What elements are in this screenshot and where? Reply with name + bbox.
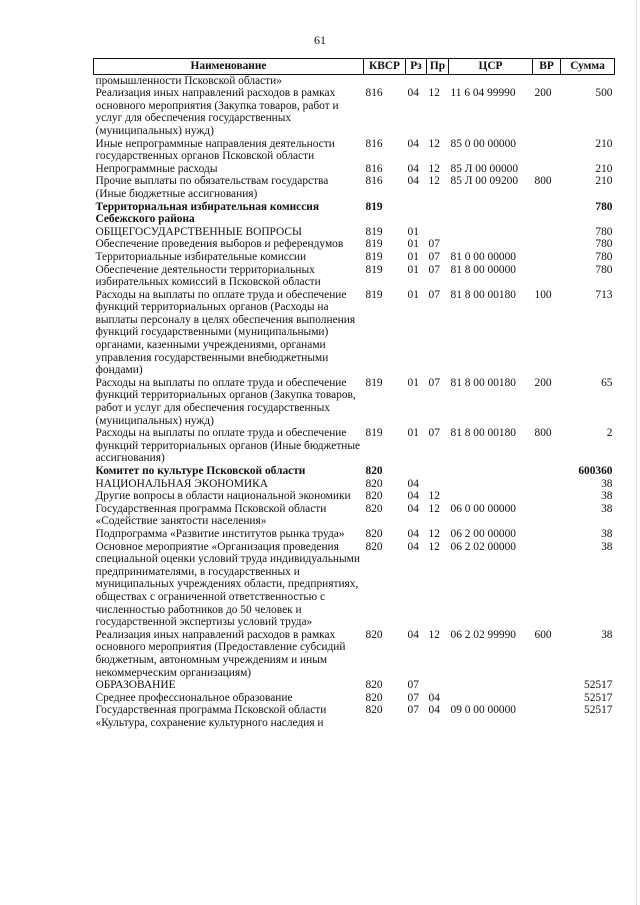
- row-name: Комитет по культуре Псковской области: [95, 465, 306, 477]
- row-rz: 04: [407, 162, 419, 175]
- row-vr: [533, 541, 561, 629]
- row-name: ОБЩЕГОСУДАРСТВЕННЫЕ ВОПРОСЫ: [95, 225, 302, 238]
- row-name: Территориальные избирательные комиссии: [95, 250, 307, 263]
- row-rz: 04: [407, 490, 419, 503]
- table-row: [94, 528, 615, 541]
- row-sum: 38: [601, 490, 613, 503]
- row-csr: 85 Л 00 00000: [450, 162, 519, 175]
- row-pr: 12: [428, 628, 440, 641]
- row-rz: 01: [407, 376, 419, 389]
- row-name: Обеспечение проведения выборов и референдумов: [95, 238, 344, 251]
- header-kvsr: КВСР: [364, 59, 406, 75]
- table-row: [94, 289, 615, 377]
- row-rz: [406, 465, 427, 478]
- row-rz: 01: [407, 225, 419, 238]
- row-pr: 04: [428, 691, 440, 704]
- row-sum: 210: [595, 137, 613, 150]
- row-pr: 12: [428, 87, 440, 100]
- row-csr: [449, 478, 533, 491]
- row-pr: 07: [428, 263, 440, 276]
- row-rz: 01: [407, 238, 419, 251]
- row-kvsr: 820: [365, 691, 383, 704]
- row-vr: [533, 201, 561, 226]
- row-rz: 01: [407, 427, 419, 440]
- row-rz: 04: [407, 477, 419, 490]
- row-vr: [533, 264, 561, 289]
- row-csr: 06 2 00 00000: [450, 527, 516, 540]
- row-pr: 07: [428, 288, 440, 301]
- row-csr: [449, 226, 533, 239]
- row-csr: 81 8 00 00180: [450, 376, 516, 389]
- row-pr: [427, 465, 449, 478]
- table-row: [94, 264, 615, 289]
- row-vr: [533, 238, 561, 251]
- table-row: [94, 87, 615, 137]
- row-pr: [427, 74, 449, 87]
- row-vr: 100: [534, 288, 552, 301]
- row-csr: 06 2 02 99990: [450, 628, 516, 641]
- row-sum: 210: [595, 175, 613, 188]
- row-sum: 38: [601, 527, 613, 540]
- row-name: Другие вопросы в области национальной экономики: [95, 490, 351, 503]
- row-rz: 04: [407, 137, 419, 150]
- row-rz: [406, 74, 427, 87]
- row-sum: 210: [595, 162, 613, 175]
- table-row: [94, 238, 615, 251]
- row-rz: 07: [407, 704, 419, 717]
- row-name: промышленности Псковской области»: [95, 74, 282, 87]
- header-vr: ВР: [533, 59, 561, 75]
- table-row: [94, 163, 615, 176]
- row-kvsr: 816: [365, 175, 383, 188]
- row-kvsr: 820: [365, 465, 383, 477]
- table-row: [94, 541, 615, 629]
- row-vr: 800: [534, 175, 552, 188]
- table-row: [94, 629, 615, 679]
- row-pr: 07: [428, 376, 440, 389]
- row-kvsr: 819: [365, 376, 383, 389]
- table-row: [94, 138, 615, 163]
- row-vr: 800: [534, 427, 552, 440]
- row-name: Расходы на выплаты по оплате труда и обеспечение функций территориальных органов (Иные бюджетные ассигнования): [95, 427, 361, 465]
- row-name: Реализация иных направлений расходов в рамках основного мероприятия (Предоставление субсидий бюджетным, автономным учреждениям и иным некоммерческим организациям): [95, 628, 346, 679]
- row-kvsr: 819: [365, 263, 383, 276]
- row-kvsr: 820: [365, 490, 383, 503]
- row-pr: 12: [428, 175, 440, 188]
- row-vr: [533, 465, 561, 478]
- table-row: [94, 377, 615, 427]
- header-rz: Рз: [406, 59, 427, 75]
- table-row: [94, 490, 615, 503]
- row-rz: 04: [407, 175, 419, 188]
- row-name: Территориальная избирательная комиссия Себежского района: [95, 200, 319, 226]
- row-csr: 81 8 00 00180: [450, 427, 516, 440]
- row-vr: [533, 478, 561, 491]
- row-name: Иные непрограммные направления деятельности государственных органов Псковской области: [95, 137, 335, 163]
- table-row: [94, 201, 615, 226]
- table-body: [94, 74, 615, 729]
- page-number: 61: [314, 33, 326, 47]
- row-rz: 07: [407, 679, 419, 692]
- row-csr: 81 8 00 00000: [450, 263, 516, 276]
- row-pr: 12: [428, 490, 440, 503]
- row-name: Реализация иных направлений расходов в рамках основного мероприятия (Закупка товаров, работ и услуг для обеспечения государственных (муниципальных) нужд): [95, 87, 339, 137]
- row-kvsr: 820: [365, 477, 383, 490]
- row-csr: 06 0 00 00000: [450, 502, 516, 515]
- row-pr: 07: [428, 238, 440, 251]
- row-csr: 11 6 04 99990: [450, 87, 516, 100]
- row-vr: [533, 704, 561, 729]
- row-sum: 500: [595, 87, 613, 100]
- row-csr: [449, 238, 533, 251]
- row-name: Расходы на выплаты по оплате труда и обеспечение функций территориальных органов (Расходы на выплаты персоналу в целях обеспечения выполнения функций государственными (муниципальными) органами, казенными учреждениями, органами управления государственными внебюджетными фондами): [95, 288, 356, 377]
- row-rz: 07: [407, 691, 419, 704]
- row-kvsr: 819: [365, 225, 383, 238]
- budget-table: [93, 58, 615, 729]
- row-csr: 06 2 02 00000: [450, 540, 516, 553]
- row-csr: [449, 692, 533, 705]
- row-rz: 04: [407, 502, 419, 515]
- header-name: Наименование: [94, 59, 364, 75]
- row-name: Обеспечение деятельности территориальных избирательных комиссий в Псковской области: [95, 263, 321, 289]
- row-kvsr: 816: [365, 162, 383, 175]
- row-sum: 780: [595, 200, 613, 213]
- row-csr: 85 0 00 00000: [450, 137, 516, 150]
- row-name: Государственная программа Псковской области «Содействие занятости населения»: [95, 502, 327, 528]
- row-sum: 780: [595, 238, 613, 251]
- row-rz: 01: [407, 288, 419, 301]
- row-pr: [427, 679, 449, 692]
- row-vr: [533, 251, 561, 264]
- row-name: Среднее профессиональное образование: [95, 691, 293, 704]
- row-pr: [427, 478, 449, 491]
- row-vr: [533, 138, 561, 163]
- row-rz: 01: [407, 263, 419, 276]
- row-csr: [449, 679, 533, 692]
- row-kvsr: 816: [365, 87, 383, 100]
- row-vr: 600: [534, 628, 552, 641]
- row-vr: 200: [534, 376, 552, 389]
- row-vr: [533, 692, 561, 705]
- row-kvsr: 820: [365, 628, 383, 641]
- table-row: [94, 679, 615, 692]
- row-kvsr: 819: [365, 200, 383, 213]
- row-pr: 12: [428, 162, 440, 175]
- row-vr: [533, 163, 561, 176]
- row-kvsr: 816: [365, 137, 383, 150]
- row-rz: 04: [407, 527, 419, 540]
- row-pr: 12: [428, 502, 440, 515]
- table-header-row: [94, 59, 615, 75]
- table-row: [94, 478, 615, 491]
- row-sum: 38: [601, 628, 613, 641]
- row-name: Государственная программа Псковской области «Культура, сохранение культурного наследия и: [95, 704, 327, 729]
- row-name: НАЦИОНАЛЬНАЯ ЭКОНОМИКА: [95, 477, 268, 490]
- row-name: ОБРАЗОВАНИЕ: [95, 679, 176, 692]
- header-sum: Сумма: [561, 59, 615, 75]
- header-pr: Пр: [427, 59, 449, 75]
- row-rz: 04: [407, 628, 419, 641]
- row-csr: [449, 201, 533, 226]
- row-vr: [533, 528, 561, 541]
- row-csr: [449, 74, 533, 87]
- scan-margin-line: [636, 0, 638, 905]
- table-row: [94, 175, 615, 200]
- row-csr: 09 0 00 00000: [450, 704, 516, 717]
- row-csr: 81 0 00 00000: [450, 250, 516, 263]
- row-name: Прочие выплаты по обязательствам государства (Иные бюджетные ассигнования): [95, 175, 329, 200]
- row-rz: [406, 201, 427, 226]
- row-csr: [449, 490, 533, 503]
- row-kvsr: 819: [365, 288, 383, 301]
- row-csr: 85 Л 00 09200: [450, 175, 519, 188]
- row-pr: 07: [428, 250, 440, 263]
- row-kvsr: 820: [365, 527, 383, 540]
- row-sum: 52517: [584, 691, 613, 704]
- row-sum: 52517: [584, 679, 613, 692]
- row-vr: 200: [534, 87, 552, 100]
- row-rz: 04: [407, 87, 419, 100]
- row-pr: 07: [428, 427, 440, 440]
- row-sum: [561, 74, 615, 87]
- row-kvsr: [364, 74, 406, 87]
- row-vr: [533, 74, 561, 87]
- row-kvsr: 819: [365, 250, 383, 263]
- row-sum: 65: [601, 376, 613, 389]
- row-csr: 81 8 00 00180: [450, 288, 516, 301]
- row-kvsr: 820: [365, 502, 383, 515]
- row-kvsr: 820: [365, 679, 383, 692]
- row-sum: 713: [595, 288, 613, 301]
- row-pr: 12: [428, 527, 440, 540]
- row-kvsr: 820: [365, 704, 383, 717]
- row-pr: 12: [428, 137, 440, 150]
- row-pr: 12: [428, 540, 440, 553]
- row-sum: 38: [601, 502, 613, 515]
- table-row: [94, 692, 615, 705]
- row-kvsr: 819: [365, 427, 383, 440]
- row-vr: [533, 226, 561, 239]
- row-sum: 52517: [584, 704, 613, 717]
- table-row: [94, 74, 615, 87]
- row-vr: [533, 490, 561, 503]
- row-sum: 38: [601, 540, 613, 553]
- header-csr: ЦСР: [449, 59, 533, 75]
- row-pr: 04: [428, 704, 440, 717]
- row-sum: 780: [595, 263, 613, 276]
- table-row: [94, 427, 615, 465]
- row-sum: 780: [595, 250, 613, 263]
- row-name: Подпрограмма «Развитие институтов рынка труда»: [95, 527, 345, 540]
- row-sum: 38: [601, 477, 613, 490]
- row-vr: [533, 503, 561, 528]
- table-row: [94, 465, 615, 478]
- table-row: [94, 503, 615, 528]
- row-kvsr: 820: [365, 540, 383, 553]
- row-sum: 780: [595, 225, 613, 238]
- row-rz: 04: [407, 540, 419, 553]
- row-sum: 600360: [578, 465, 613, 477]
- row-vr: [533, 679, 561, 692]
- row-pr: [427, 226, 449, 239]
- row-rz: 01: [407, 250, 419, 263]
- table-row: [94, 226, 615, 239]
- row-name: Расходы на выплаты по оплате труда и обеспечение функций территориальных органов (Закупка товаров, работ и услуг для обеспечения государственных (муниципальных) нужд): [95, 376, 356, 427]
- table-row: [94, 704, 615, 729]
- row-name: Основное мероприятие «Организация проведения специальной оценки условий труда индивидуальными предпринимателями, в государственных и муниципальных учреждениях области, предприятиях, обществах с ограниченной ответственностью с численностью работников до 50 человек и государственной экспертизы условий труда»: [95, 540, 360, 629]
- row-kvsr: 819: [365, 238, 383, 251]
- row-name: Непрограммные расходы: [95, 162, 218, 175]
- table-row: [94, 251, 615, 264]
- row-sum: 2: [606, 427, 613, 440]
- row-csr: [449, 465, 533, 478]
- row-pr: [427, 201, 449, 226]
